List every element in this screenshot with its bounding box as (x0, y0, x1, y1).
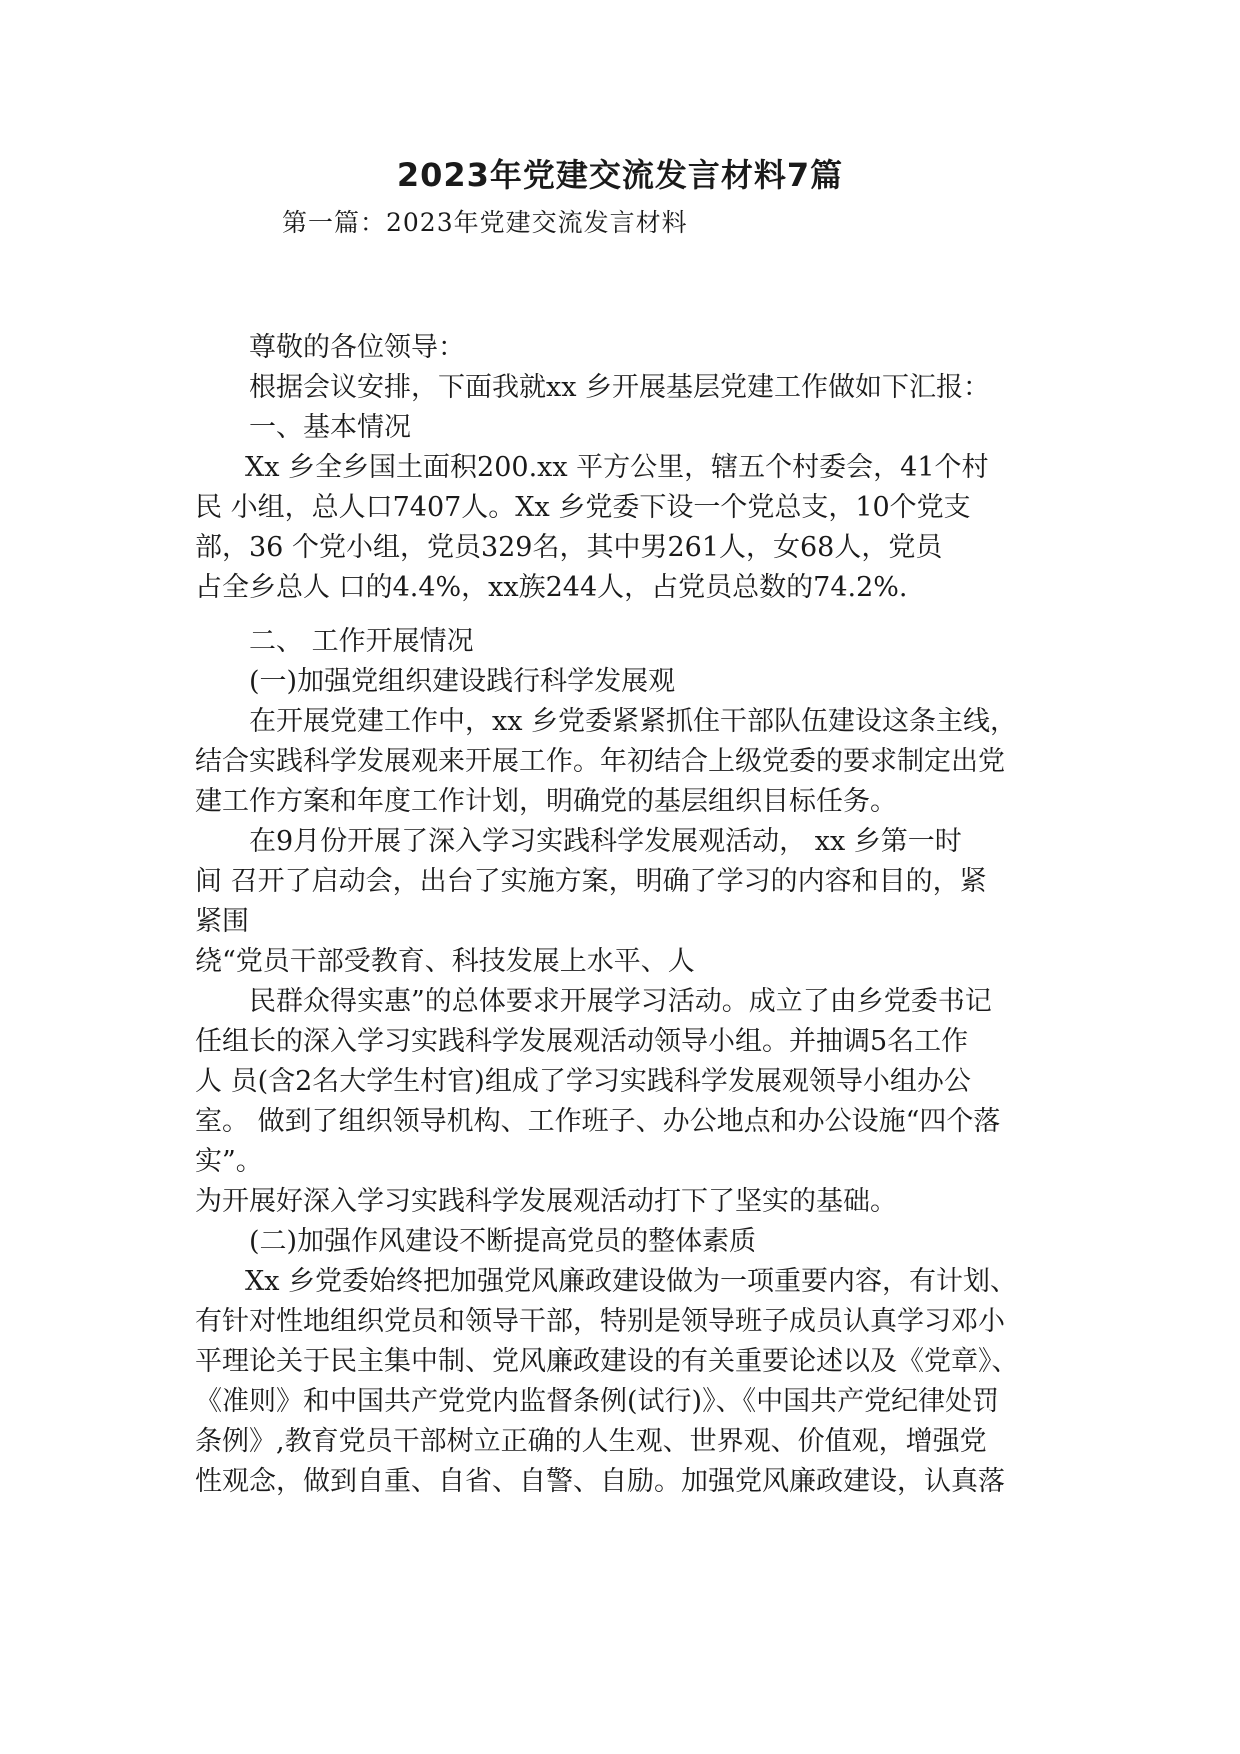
paragraph-line: 间 召开了启动会，出台了实施方案，明确了学习的内容和目的，紧 (195, 866, 987, 897)
paragraph-line: 任组长的深入学习实践科学发展观活动领导小组。并抽调5名工作 (195, 1026, 969, 1057)
salutation: 尊敬的各位领导： (249, 332, 465, 363)
paragraph-line: 实”。 (195, 1146, 263, 1177)
paragraph-line: 人 员(含2名大学生村官)组成了学习实践科学发展观领导小组办公 (195, 1066, 971, 1097)
paragraph-line: 室。 做到了组织领导机构、工作班子、办公地点和办公设施“四个落 (195, 1106, 1001, 1137)
subsection-1-paragraph-2 (195, 822, 1055, 982)
paragraph-line: 民群众得实惠”的总体要求开展学习活动。成立了由乡党委书记 (249, 986, 992, 1017)
subsection-2-paragraph (195, 1262, 1055, 1502)
document-title: 2023年党建交流发言材料7篇 (396, 156, 844, 194)
paragraph-line: 结合实践科学发展观来开展工作。年初结合上级党委的要求制定出党 (195, 746, 1005, 777)
paragraph-line: 部，36 个党小组，党员329名，其中男261人，女68人，党员 (195, 532, 943, 563)
document-body (195, 328, 1055, 1502)
paragraph-line: 绕“党员干部受教育、科技发展上水平、人 (195, 946, 695, 977)
section-heading-1: 一、基本情况 (249, 412, 411, 443)
paragraph-line: 为开展好深入学习实践科学发展观活动打下了坚实的基础。 (195, 1186, 897, 1217)
paragraph-line: 《准则》和中国共产党党内监督条例(试行)》、《中国共产党纪律处罚 (195, 1386, 1000, 1417)
paragraph-line: 有针对性地组织党员和领导干部，特别是领导班子成员认真学习邓小 (195, 1306, 1005, 1337)
subsection-heading-2: (二)加强作风建设不断提高党员的整体素质 (249, 1226, 757, 1257)
paragraph-line: 性观念，做到自重、自省、自警、自励。加强党风廉政建设，认真落 (195, 1466, 1005, 1497)
paragraph-line: 条例》,教育党员干部树立正确的人生观、世界观、价值观，增强党 (195, 1426, 987, 1457)
paragraph-line: 民 小组，总人口7407人。Xx 乡党委下设一个党总支，10个党支 (195, 492, 971, 523)
subsection-1-paragraph-3 (195, 982, 1055, 1222)
paragraph-line: Xx 乡党委始终把加强党风廉政建设做为一项重要内容，有计划、 (245, 1266, 1018, 1297)
paragraph-line: 平理论关于民主集中制、党风廉政建设的有关重要论述以及《党章》、 (195, 1346, 1019, 1377)
paragraph-line: 占全乡总人 口的4.4%，xx族244人，占党员总数的74.2%. (195, 572, 908, 603)
intro-paragraph: 根据会议安排，下面我就xx 乡开展基层党建工作做如下汇报： (249, 372, 991, 403)
paragraph-line: 在9月份开展了深入学习实践科学发展观活动， xx 乡第一时 (249, 826, 962, 857)
paragraph-line: 建工作方案和年度工作计划，明确党的基层组织目标任务。 (195, 786, 897, 817)
section-1-paragraph (195, 448, 1055, 608)
document-subtitle: 第一篇：2023年党建交流发言材料 (282, 208, 688, 237)
subsection-1-paragraph-1 (195, 702, 1055, 822)
paragraph-line: Xx 乡全乡国土面积200.xx 平方公里，辖五个村委会，41个村 (245, 452, 989, 483)
subsection-heading-1: (一)加强党组织建设践行科学发展观 (249, 666, 676, 697)
section-heading-2: 二、 工作开展情况 (249, 626, 474, 657)
paragraph-line: 在开展党建工作中，xx 乡党委紧紧抓住干部队伍建设这条主线， (249, 706, 1018, 737)
paragraph-line: 紧围 (195, 906, 249, 937)
